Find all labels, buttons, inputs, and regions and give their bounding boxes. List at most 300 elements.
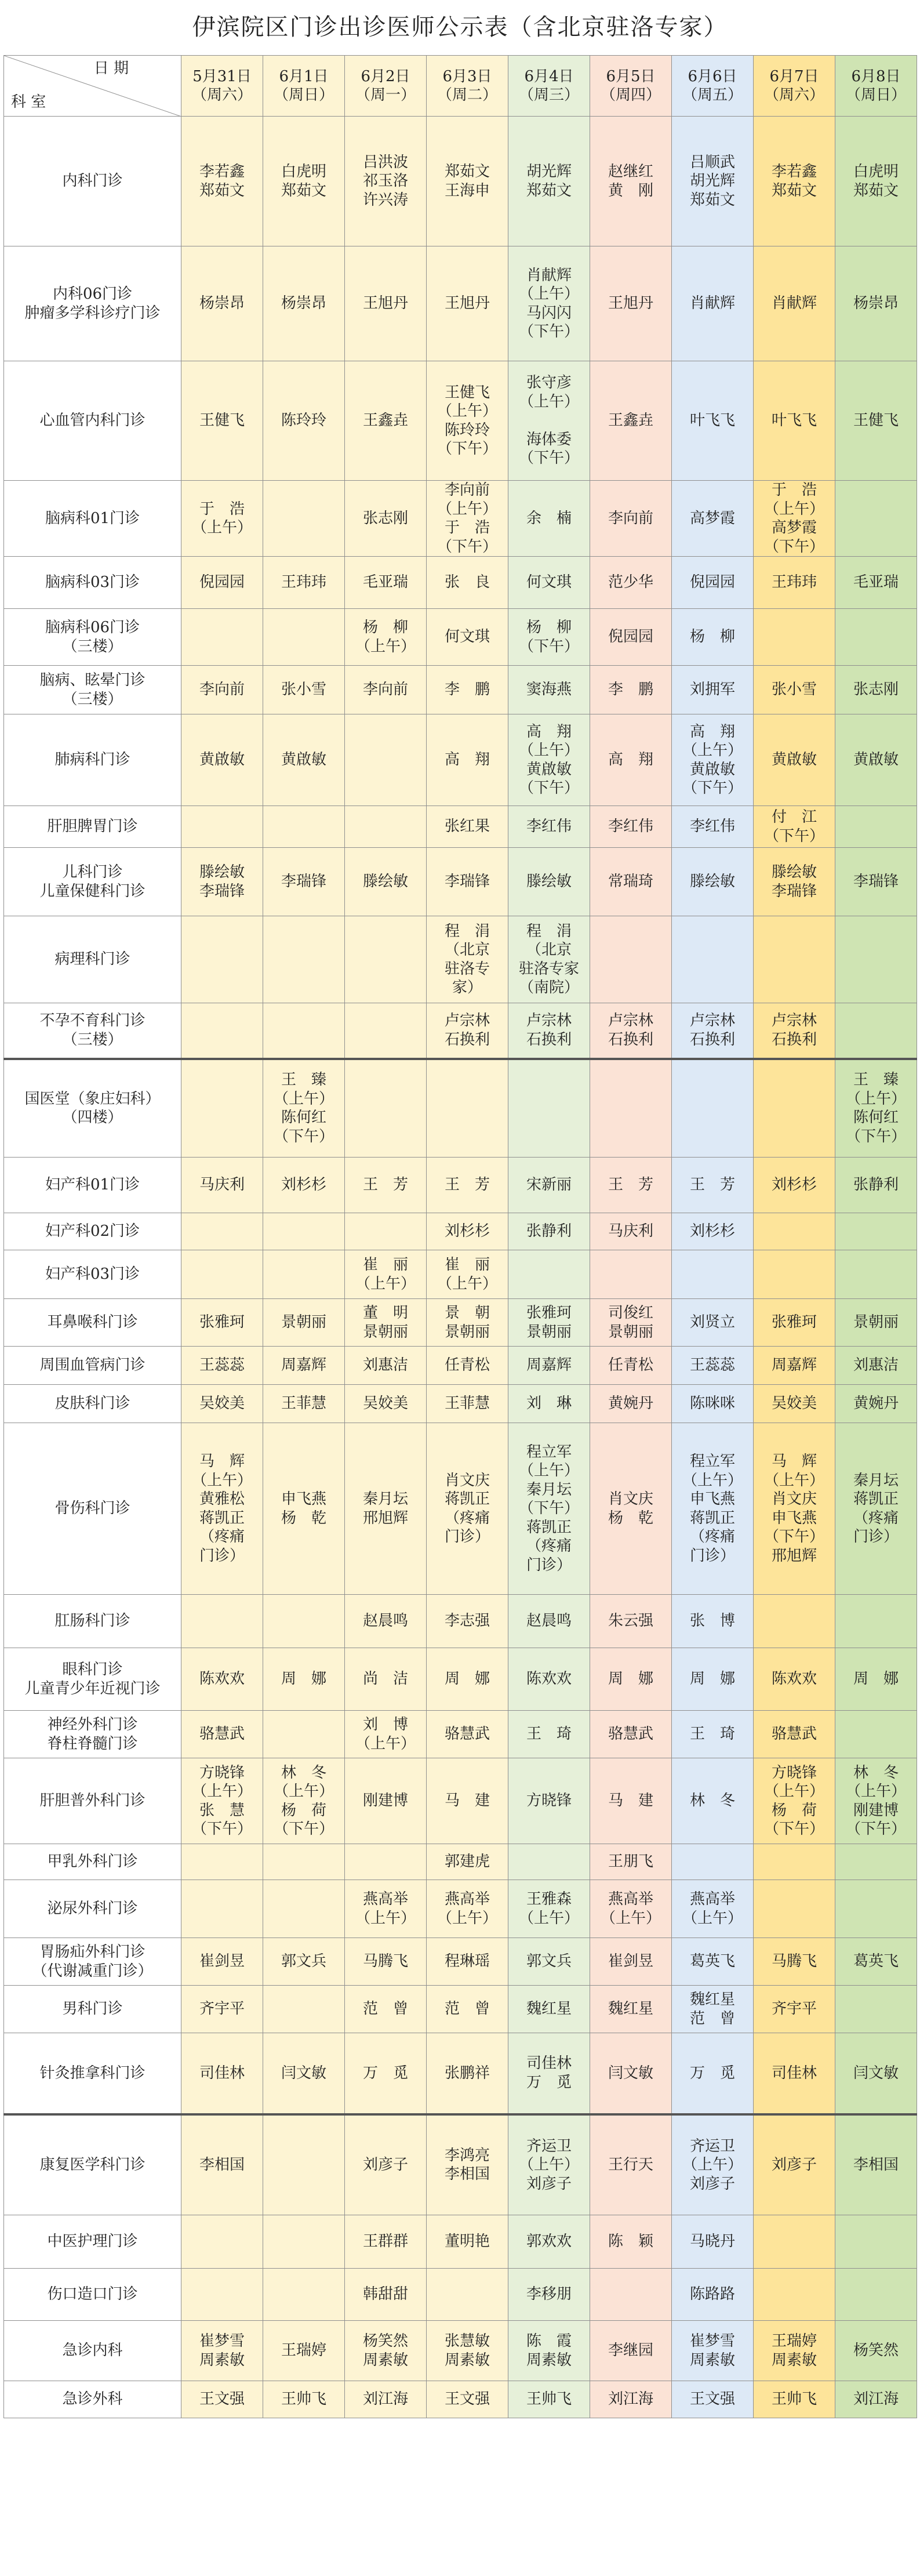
doctor-cell: 司佳林 (754, 2033, 835, 2114)
doctor-cell (835, 2269, 917, 2321)
department-cell: 骨伤科门诊 (4, 1423, 181, 1595)
doctor-cell (835, 1986, 917, 2033)
doctor-cell: 卢宗林 石换利 (754, 1003, 835, 1059)
doctor-cell: 马 建 (590, 1758, 672, 1844)
table-row (4, 1347, 917, 1385)
doctor-cell (181, 1003, 263, 1059)
doctor-cell: 付 江 （下午） (754, 806, 835, 848)
date-label: 6月6日 (688, 67, 737, 85)
doctor-cell: 黄啟敏 (181, 714, 263, 806)
doctor-cell: 万 觅 (672, 2033, 754, 2114)
doctor-cell: 刘彦子 (754, 2114, 835, 2215)
doctor-cell: 黄婉丹 (590, 1385, 672, 1423)
doctor-cell: 王 芳 (590, 1158, 672, 1213)
table-row (4, 1003, 917, 1059)
doctor-cell: 陈欢欢 (754, 1648, 835, 1711)
doctor-cell: 闫文敏 (835, 2033, 917, 2114)
doctor-cell: 尚 洁 (345, 1648, 427, 1711)
doctor-cell (345, 1059, 427, 1158)
doctor-cell: 程 涓 （北京 驻洛专家 （南院） (508, 916, 590, 1003)
doctor-cell: 李继园 (590, 2321, 672, 2381)
doctor-cell: 陈欢欢 (508, 1648, 590, 1711)
doctor-cell (263, 2215, 345, 2269)
doctor-cell (672, 916, 754, 1003)
date-label: 6月8日 (851, 67, 901, 85)
date-header (590, 56, 672, 117)
doctor-cell: 滕绘敏 (508, 848, 590, 916)
doctor-cell: 崔剑昱 (590, 1938, 672, 1986)
doctor-cell: 司佳林 万 觅 (508, 2033, 590, 2114)
doctor-cell: 王文强 (672, 2381, 754, 2418)
department-cell: 肺病科门诊 (4, 714, 181, 806)
table-row (4, 117, 917, 246)
doctor-cell: 张志刚 (835, 666, 917, 714)
doctor-cell: 燕高举 （上午） (590, 1880, 672, 1938)
doctor-cell: 刘拥军 (672, 666, 754, 714)
doctor-cell: 卢宗林 石换利 (508, 1003, 590, 1059)
doctor-cell: 杨崇昂 (835, 246, 917, 361)
doctor-cell: 林 冬 （上午） 刚建博 （下午） (835, 1758, 917, 1844)
doctor-cell: 叶飞飞 (672, 361, 754, 481)
doctor-cell: 高 翔 （上午） 黄啟敏 （下午） (508, 714, 590, 806)
doctor-cell: 黄啟敏 (835, 714, 917, 806)
department-cell: 针灸推拿科门诊 (4, 2033, 181, 2114)
doctor-cell: 肖献辉 (672, 246, 754, 361)
schedule-table (3, 55, 917, 2418)
doctor-cell: 燕高举 （上午） (345, 1880, 427, 1938)
doctor-cell: 王 臻 （上午） 陈何红 （下午） (835, 1059, 917, 1158)
doctor-cell: 魏红星 (590, 1986, 672, 2033)
department-cell: 胃肠疝外科门诊 （代谢减重门诊） (4, 1938, 181, 1986)
doctor-cell: 杨笑然 (835, 2321, 917, 2381)
doctor-cell: 何文琪 (508, 557, 590, 609)
table-row (4, 1385, 917, 1423)
doctor-cell: 陈路路 (672, 2269, 754, 2321)
doctor-cell: 马庆利 (181, 1158, 263, 1213)
doctor-cell: 张静利 (508, 1213, 590, 1250)
doctor-cell: 张雅珂 (181, 1299, 263, 1347)
doctor-cell: 王 芳 (427, 1158, 508, 1213)
doctor-cell: 吕顺武 胡光辉 郑茹文 (672, 117, 754, 246)
doctor-cell: 黄啟敏 (263, 714, 345, 806)
doctor-cell (181, 1059, 263, 1158)
doctor-cell: 崔 丽 （上午） (427, 1250, 508, 1299)
department-cell: 中医护理门诊 (4, 2215, 181, 2269)
doctor-cell (181, 916, 263, 1003)
doctor-cell: 王旭丹 (427, 246, 508, 361)
table-row (4, 1213, 917, 1250)
doctor-cell (508, 1250, 590, 1299)
doctor-cell: 燕高举 （上午） (427, 1880, 508, 1938)
doctor-cell: 王玮玮 (263, 557, 345, 609)
department-cell: 男科门诊 (4, 1986, 181, 2033)
doctor-cell: 崔 丽 （上午） (345, 1250, 427, 1299)
doctor-cell (181, 609, 263, 666)
doctor-cell: 肖献辉 （上午） 马闪闪 （下午） (508, 246, 590, 361)
doctor-cell: 刘惠洁 (345, 1347, 427, 1385)
doctor-cell (345, 1844, 427, 1880)
doctor-cell: 万 觅 (345, 2033, 427, 2114)
doctor-cell: 刘杉杉 (263, 1158, 345, 1213)
doctor-cell: 赵继红 黄 刚 (590, 117, 672, 246)
table-row (4, 1844, 917, 1880)
doctor-cell: 齐宇平 (181, 1986, 263, 2033)
doctor-cell: 陈 颖 (590, 2215, 672, 2269)
doctor-cell: 范少华 (590, 557, 672, 609)
doctor-cell (508, 1844, 590, 1880)
doctor-cell: 陈玲玲 (263, 361, 345, 481)
doctor-cell: 肖献辉 (754, 246, 835, 361)
doctor-cell: 王帅飞 (754, 2381, 835, 2418)
doctor-cell: 滕绘敏 (672, 848, 754, 916)
doctor-cell (835, 609, 917, 666)
table-row (4, 806, 917, 848)
date-label: 6月3日 (442, 67, 492, 85)
doctor-cell: 高 翔 (427, 714, 508, 806)
doctor-cell: 王雅森 （上午） (508, 1880, 590, 1938)
table-row (4, 2215, 917, 2269)
doctor-cell (835, 916, 917, 1003)
date-label: 6月5日 (606, 67, 656, 85)
doctor-cell: 范 曾 (427, 1986, 508, 2033)
doctor-cell: 景朝丽 (263, 1299, 345, 1347)
doctor-cell: 余 楠 (508, 481, 590, 557)
doctor-cell (835, 481, 917, 557)
doctor-cell: 王瑞婷 (263, 2321, 345, 2381)
doctor-cell: 于 浩 （上午） 高梦霞 （下午） (754, 481, 835, 557)
doctor-cell (590, 916, 672, 1003)
doctor-cell: 王行天 (590, 2114, 672, 2215)
doctor-cell: 张慧敏 周素敏 (427, 2321, 508, 2381)
doctor-cell (263, 609, 345, 666)
weekday-label: （周五） (682, 86, 743, 104)
table-row (4, 1648, 917, 1711)
schedule-body (4, 117, 917, 2418)
doctor-cell: 毛亚瑞 (345, 557, 427, 609)
doctor-cell (263, 1711, 345, 1758)
table-row (4, 2321, 917, 2381)
doctor-cell: 王鑫垚 (590, 361, 672, 481)
doctor-cell: 郭欢欢 (508, 2215, 590, 2269)
doctor-cell: 杨 柳 (672, 609, 754, 666)
doctor-cell: 王 琦 (672, 1711, 754, 1758)
doctor-cell: 李若鑫 郑茹文 (754, 117, 835, 246)
doctor-cell: 刘杉杉 (672, 1213, 754, 1250)
doctor-cell: 卢宗林 石换利 (672, 1003, 754, 1059)
table-row (4, 1059, 917, 1158)
doctor-cell: 杨笑然 周素敏 (345, 2321, 427, 2381)
doctor-cell (345, 1003, 427, 1059)
doctor-cell: 马 辉 （上午） 肖文庆 申飞燕 （下午） 邢旭辉 (754, 1423, 835, 1595)
doctor-cell (345, 806, 427, 848)
doctor-cell: 李相国 (835, 2114, 917, 2215)
date-header (508, 56, 590, 117)
doctor-cell: 司佳林 (181, 2033, 263, 2114)
date-header (345, 56, 427, 117)
doctor-cell (263, 1213, 345, 1250)
doctor-cell: 张雅珂 景朝丽 (508, 1299, 590, 1347)
doctor-cell: 张 良 (427, 557, 508, 609)
doctor-cell: 卢宗林 石换利 (427, 1003, 508, 1059)
doctor-cell: 何文琪 (427, 609, 508, 666)
doctor-cell: 王蕊蕊 (181, 1347, 263, 1385)
date-label: 6月7日 (769, 67, 819, 85)
doctor-cell (263, 2114, 345, 2215)
table-row (4, 714, 917, 806)
doctor-cell: 王菲慧 (263, 1385, 345, 1423)
page-title: 伊滨院区门诊出诊医师公示表（含北京驻洛专家） (192, 14, 728, 41)
doctor-cell: 李红伟 (672, 806, 754, 848)
doctor-cell (672, 1844, 754, 1880)
doctor-cell: 李红伟 (508, 806, 590, 848)
doctor-cell: 任青松 (590, 1347, 672, 1385)
department-cell: 脑病科01门诊 (4, 481, 181, 557)
doctor-cell: 秦月坛 邢旭辉 (345, 1423, 427, 1595)
doctor-cell: 齐宇平 (754, 1986, 835, 2033)
doctor-cell: 程 涓 （北京 驻洛专 家） (427, 916, 508, 1003)
doctor-cell (263, 1003, 345, 1059)
doctor-cell: 赵晨鸣 (345, 1595, 427, 1648)
doctor-cell (672, 1250, 754, 1299)
doctor-cell: 李 鹏 (427, 666, 508, 714)
table-row (4, 1158, 917, 1213)
weekday-label: （周二） (437, 86, 497, 104)
doctor-cell: 程立军 （上午） 秦月坛 （下午） 蒋凯正 （疼痛 门诊） (508, 1423, 590, 1595)
doctor-cell: 王朋飞 (590, 1844, 672, 1880)
doctor-cell: 朱云强 (590, 1595, 672, 1648)
table-row (4, 1595, 917, 1648)
doctor-cell: 林 冬 (672, 1758, 754, 1844)
table-row (4, 848, 917, 916)
doctor-cell: 周 娜 (835, 1648, 917, 1711)
department-cell: 内科06门诊 肿瘤多学科诊疗门诊 (4, 246, 181, 361)
doctor-cell (427, 2269, 508, 2321)
doctor-cell: 王健飞 (181, 361, 263, 481)
doctor-cell: 马 辉 （上午） 黄雅松 蒋凯正 （疼痛 门诊） (181, 1423, 263, 1595)
doctor-cell: 王健飞 （上午） 陈玲玲 （下午） (427, 361, 508, 481)
corner-header (4, 56, 181, 117)
doctor-cell: 郑茹文 王海申 (427, 117, 508, 246)
doctor-cell: 周 娜 (590, 1648, 672, 1711)
doctor-cell: 高 翔 (590, 714, 672, 806)
department-cell: 急诊内科 (4, 2321, 181, 2381)
department-cell: 急诊外科 (4, 2381, 181, 2418)
date-header (427, 56, 508, 117)
doctor-cell (835, 1213, 917, 1250)
department-cell: 神经外科门诊 脊柱脊髓门诊 (4, 1711, 181, 1758)
doctor-cell: 刘惠洁 (835, 1347, 917, 1385)
department-cell: 脑病科06门诊 （三楼） (4, 609, 181, 666)
department-cell: 妇产科03门诊 (4, 1250, 181, 1299)
doctor-cell: 李向前 (181, 666, 263, 714)
doctor-cell: 王 琦 (508, 1711, 590, 1758)
doctor-cell (263, 1250, 345, 1299)
doctor-cell (263, 2269, 345, 2321)
doctor-cell: 王蕊蕊 (672, 1347, 754, 1385)
doctor-cell: 魏红星 (508, 1986, 590, 2033)
doctor-cell: 马腾飞 (754, 1938, 835, 1986)
doctor-cell: 李相国 (181, 2114, 263, 2215)
doctor-cell: 王帅飞 (508, 2381, 590, 2418)
table-row (4, 246, 917, 361)
doctor-cell: 申飞燕 杨 乾 (263, 1423, 345, 1595)
doctor-cell: 白虎明 郑茹文 (263, 117, 345, 246)
doctor-cell: 张雅珂 (754, 1299, 835, 1347)
doctor-cell: 任青松 (427, 1347, 508, 1385)
doctor-cell: 于 浩 （上午） (181, 481, 263, 557)
doctor-cell: 滕绘敏 (345, 848, 427, 916)
doctor-cell: 李志强 (427, 1595, 508, 1648)
doctor-cell: 马庆利 (590, 1213, 672, 1250)
doctor-cell (181, 1595, 263, 1648)
date-header (754, 56, 835, 117)
doctor-cell: 王旭丹 (590, 246, 672, 361)
weekday-label: （周日） (273, 86, 334, 104)
doctor-cell (181, 1213, 263, 1250)
doctor-cell: 王鑫垚 (345, 361, 427, 481)
doctor-cell (345, 714, 427, 806)
doctor-cell: 李瑞锋 (427, 848, 508, 916)
doctor-cell (181, 1880, 263, 1938)
department-cell: 心血管内科门诊 (4, 361, 181, 481)
doctor-cell (835, 2215, 917, 2269)
doctor-cell: 陈咪咪 (672, 1385, 754, 1423)
doctor-cell: 刘杉杉 (754, 1158, 835, 1213)
doctor-cell: 范 曾 (345, 1986, 427, 2033)
doctor-cell: 宋新丽 (508, 1158, 590, 1213)
doctor-cell: 骆慧武 (590, 1711, 672, 1758)
department-cell: 妇产科02门诊 (4, 1213, 181, 1250)
doctor-cell: 司俊红 景朝丽 (590, 1299, 672, 1347)
doctor-cell: 林 冬 （上午） 杨 荷 （下午） (263, 1758, 345, 1844)
doctor-cell (181, 1844, 263, 1880)
table-row (4, 609, 917, 666)
doctor-cell (754, 2215, 835, 2269)
doctor-cell: 叶飞飞 (754, 361, 835, 481)
weekday-label: （周三） (518, 86, 579, 104)
corner-date-label: 日 期 (93, 60, 129, 77)
doctor-cell: 倪园园 (181, 557, 263, 609)
table-row (4, 1423, 917, 1595)
date-label: 6月4日 (524, 67, 574, 85)
doctor-cell: 程琳瑶 (427, 1938, 508, 1986)
doctor-cell: 杨崇昂 (181, 246, 263, 361)
weekday-label: （周日） (845, 86, 906, 104)
doctor-cell: 张鹏祥 (427, 2033, 508, 2114)
doctor-cell: 王健飞 (835, 361, 917, 481)
doctor-cell: 黄婉丹 (835, 1385, 917, 1423)
doctor-cell: 郭文兵 (508, 1938, 590, 1986)
doctor-cell: 郭建虎 (427, 1844, 508, 1880)
doctor-cell (835, 1844, 917, 1880)
doctor-cell: 刘 琳 (508, 1385, 590, 1423)
doctor-cell: 马腾飞 (345, 1938, 427, 1986)
doctor-cell: 王旭丹 (345, 246, 427, 361)
doctor-cell: 王群群 (345, 2215, 427, 2269)
doctor-cell: 常瑞琦 (590, 848, 672, 916)
doctor-cell: 程立军 （上午） 申飞燕 蒋凯正 （疼痛 门诊） (672, 1423, 754, 1595)
department-cell: 泌尿外科门诊 (4, 1880, 181, 1938)
doctor-cell: 崔剑昱 (181, 1938, 263, 1986)
doctor-cell: 刚建博 (345, 1758, 427, 1844)
table-row (4, 916, 917, 1003)
doctor-cell (181, 806, 263, 848)
weekday-label: （周四） (600, 86, 661, 104)
date-header (835, 56, 917, 117)
doctor-cell: 燕高举 （上午） (672, 1880, 754, 1938)
doctor-cell (508, 1059, 590, 1158)
doctor-cell: 周嘉辉 (508, 1347, 590, 1385)
doctor-cell: 刘江海 (590, 2381, 672, 2418)
doctor-cell: 王玮玮 (754, 557, 835, 609)
table-row (4, 1880, 917, 1938)
table-row (4, 361, 917, 481)
department-cell: 不孕不育科门诊 （三楼） (4, 1003, 181, 1059)
doctor-cell (263, 1595, 345, 1648)
weekday-label: （周一） (355, 86, 416, 104)
doctor-cell: 方晓锋 (508, 1758, 590, 1844)
doctor-cell (263, 1986, 345, 2033)
doctor-cell (590, 1059, 672, 1158)
doctor-cell: 李红伟 (590, 806, 672, 848)
doctor-cell: 景 朝 景朝丽 (427, 1299, 508, 1347)
table-row (4, 481, 917, 557)
department-cell: 肛肠科门诊 (4, 1595, 181, 1648)
doctor-cell: 董 明 景朝丽 (345, 1299, 427, 1347)
doctor-cell: 闫文敏 (590, 2033, 672, 2114)
doctor-cell: 李向前 (590, 481, 672, 557)
doctor-cell: 高 翔 （上午） 黄啟敏 （下午） (672, 714, 754, 806)
department-cell: 脑病、眩晕门诊 （三楼） (4, 666, 181, 714)
doctor-cell: 吴姣美 (181, 1385, 263, 1423)
doctor-cell: 周 娜 (263, 1648, 345, 1711)
doctor-cell: 崔梦雪 周素敏 (672, 2321, 754, 2381)
doctor-cell (754, 1595, 835, 1648)
department-cell: 国医堂（象庄妇科） （四楼） (4, 1059, 181, 1158)
doctor-cell: 吕洪波 祁玉洛 许兴涛 (345, 117, 427, 246)
doctor-cell: 张红果 (427, 806, 508, 848)
doctor-cell: 李向前 (345, 666, 427, 714)
doctor-cell: 窦海燕 (508, 666, 590, 714)
doctor-cell: 高梦霞 (672, 481, 754, 557)
doctor-cell: 齐运卫 （上午） 刘彦子 (672, 2114, 754, 2215)
doctor-cell: 方晓锋 （上午） 杨 荷 （下午） (754, 1758, 835, 1844)
doctor-cell: 李鸿亮 李相国 (427, 2114, 508, 2215)
doctor-cell (754, 1880, 835, 1938)
doctor-cell (263, 916, 345, 1003)
table-row (4, 1299, 917, 1347)
doctor-cell: 王 芳 (672, 1158, 754, 1213)
doctor-cell (181, 2269, 263, 2321)
doctor-cell: 刘杉杉 (427, 1213, 508, 1250)
date-header (672, 56, 754, 117)
doctor-cell (345, 1213, 427, 1250)
doctor-cell: 周 娜 (427, 1648, 508, 1711)
doctor-cell: 骆慧武 (427, 1711, 508, 1758)
doctor-cell: 倪园园 (672, 557, 754, 609)
doctor-cell: 胡光辉 郑茹文 (508, 117, 590, 246)
doctor-cell: 马晓丹 (672, 2215, 754, 2269)
table-row (4, 557, 917, 609)
doctor-cell: 李向前 （上午） 于 浩 （下午） (427, 481, 508, 557)
doctor-cell: 肖文庆 杨 乾 (590, 1423, 672, 1595)
doctor-cell: 周 娜 (672, 1648, 754, 1711)
doctor-cell: 张小雪 (263, 666, 345, 714)
table-row (4, 1250, 917, 1299)
doctor-cell: 李若鑫 郑茹文 (181, 117, 263, 246)
doctor-cell: 赵晨鸣 (508, 1595, 590, 1648)
doctor-cell (754, 1059, 835, 1158)
